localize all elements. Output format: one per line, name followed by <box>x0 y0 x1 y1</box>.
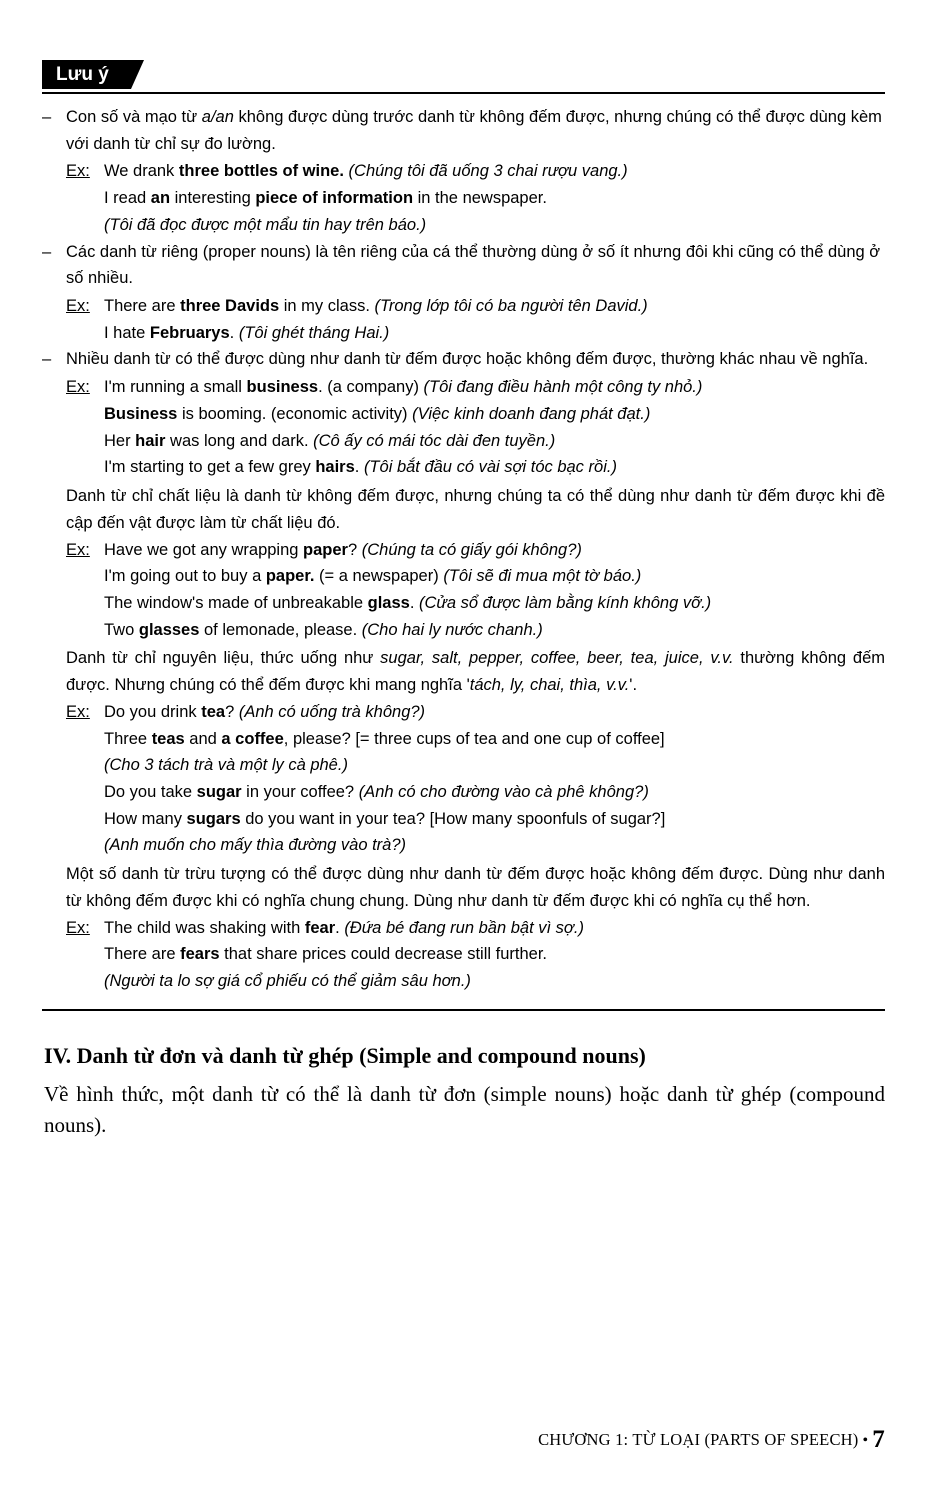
list-item <box>42 239 885 292</box>
example-line: Do you take sugar in your coffee? (Anh có cho đường vào cà phê không?) <box>104 782 649 801</box>
example-line: We drank three bottles of wine. (Chúng tôi đã uống 3 chai rượu vang.) <box>104 162 628 181</box>
top-rule <box>42 92 885 94</box>
paragraph: Danh từ chỉ chất liệu là danh từ không đếm được, nhưng chúng ta có thể dùng như danh từ đếm được khi đề cập đến vật được làm từ chất liệu đó. <box>66 487 885 532</box>
example-line: I'm starting to get a few grey hairs. (Tôi bắt đầu có vài sợi tóc bạc rồi.) <box>104 458 617 477</box>
bullet-text: Nhiều danh từ có thể được dùng như danh từ đếm được hoặc không đếm được, thường khác nhau về nghĩa. <box>66 350 869 369</box>
bottom-rule <box>42 1009 885 1011</box>
example-lines <box>104 537 885 644</box>
example-label: Ex: <box>66 378 90 397</box>
example-lines <box>104 293 885 346</box>
dash-bullet-icon: – <box>42 350 52 369</box>
example-line: The window's made of unbreakable glass. (Cửa sổ được làm bằng kính không vỡ.) <box>104 593 712 612</box>
footer-chapter: CHƯƠNG 1: TỪ LOẠI (PARTS OF SPEECH) <box>538 1430 859 1449</box>
example-line: How many sugars do you want in your tea? [How many spoonfuls of sugar?] <box>104 809 666 828</box>
example-line: Do you drink tea? (Anh có uống trà không?) <box>104 702 426 721</box>
page-number: 7 <box>872 1426 885 1453</box>
example-line: There are three Davids in my class. (Trong lớp tôi có ba người tên David.) <box>104 297 648 316</box>
example-line: (Người ta lo sợ giá cổ phiếu có thể giảm sâu hơn.) <box>104 972 471 990</box>
section-body <box>44 1079 885 1142</box>
note-header <box>42 60 885 90</box>
paragraph: Danh từ chỉ nguyên liệu, thức uống như sugar, salt, pepper, coffee, beer, tea, juice, v.v. thường không đếm được. Nhưng chúng có thể đếm được khi mang nghĩa 'tách, ly, chai, thìa, v.v.'. <box>66 649 886 695</box>
example-line: (Cho 3 tách trà và một ly cà phê.) <box>104 756 348 775</box>
example-line: There are fears that share prices could decrease still further. <box>104 945 547 964</box>
example-line: Three teas and a coffee, please? [= three cups of tea and one cup of coffee] <box>104 729 665 748</box>
bullet-text: Các danh từ riêng (proper nouns) là tên riêng của cá thể thường dùng ở số ít nhưng đôi khi cũng có thể dùng ở số nhiều. <box>66 242 881 288</box>
example-block <box>66 374 885 481</box>
footer-separator: • <box>862 1432 869 1449</box>
example-line: Business is booming. (economic activity) (Việc kinh doanh đang phát đạt.) <box>104 404 651 423</box>
example-line: (Tôi đã đọc được một mẩu tin hay trên báo.) <box>104 215 427 234</box>
example-block <box>66 915 885 995</box>
dash-bullet-icon: – <box>42 242 52 261</box>
example-label: Ex: <box>66 162 90 181</box>
example-line: I read an interesting piece of information in the newspaper. <box>104 189 547 208</box>
example-lines <box>104 158 885 238</box>
example-lines <box>104 699 885 859</box>
list-item <box>42 346 885 373</box>
example-label: Ex: <box>66 702 90 721</box>
list-item <box>42 104 885 157</box>
example-block <box>66 537 885 644</box>
section-body-text: Về hình thức, một danh từ có thể là danh từ đơn (simple nouns) hoặc danh từ ghép (compound nouns). <box>44 1081 885 1138</box>
dash-bullet-icon: – <box>42 108 52 126</box>
paragraph: Một số danh từ trừu tượng có thể được dùng như danh từ đếm được hoặc không đếm được. Dùng như danh từ không đếm được khi có nghĩa chung chung. Dùng như danh từ đếm được khi có nghĩa cụ thể hơn. <box>66 865 885 910</box>
section-iv <box>42 1043 885 1142</box>
example-line: I hate Februarys. (Tôi ghét tháng Hai.) <box>104 323 390 342</box>
example-line: (Anh muốn cho mấy thìa đường vào trà?) <box>104 836 407 855</box>
example-block <box>66 699 885 859</box>
example-lines <box>104 374 885 481</box>
example-label: Ex: <box>66 918 90 937</box>
example-block <box>66 293 885 346</box>
bullet-text: Con số và mạo từ a/an không được dùng trước danh từ không đếm được, nhưng chúng có thể được dùng kèm với danh từ chỉ sự đo lường. <box>66 108 882 153</box>
example-label: Ex: <box>66 540 90 559</box>
note-content <box>42 104 885 995</box>
example-line: Two glasses of lemonade, please. (Cho hai ly nước chanh.) <box>104 620 543 639</box>
note-tab-label: Lưu ý <box>42 60 131 89</box>
section-title: IV. Danh từ đơn và danh từ ghép (Simple and compound nouns) <box>44 1042 646 1068</box>
example-line: I'm running a small business. (a company) (Tôi đang điều hành một công ty nhỏ.) <box>104 378 703 397</box>
page-footer <box>538 1426 885 1454</box>
example-line: I'm going out to buy a paper. (= a newspaper) (Tôi sẽ đi mua một tờ báo.) <box>104 567 642 586</box>
example-lines <box>104 915 885 995</box>
example-line: Have we got any wrapping paper? (Chúng ta có giấy gói không?) <box>104 540 582 559</box>
example-label: Ex: <box>66 297 90 316</box>
example-block <box>66 158 885 238</box>
example-line: The child was shaking with fear. (Đứa bé đang run bần bật vì sợ.) <box>104 918 584 937</box>
example-line: Her hair was long and dark. (Cô ấy có mái tóc dài đen tuyền.) <box>104 431 556 450</box>
